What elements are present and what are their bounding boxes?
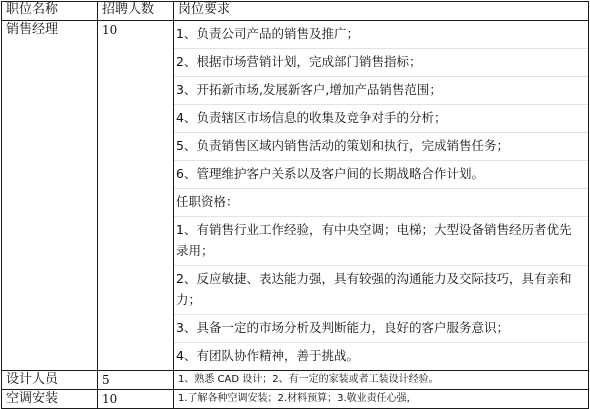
- header-row: [2, 2, 589, 21]
- requirement-item: 4、有团队协作精神，善于挑战。: [174, 342, 588, 370]
- requirement-text: 1、熟悉 CAD 设计；2、有一定的家装或者工装设计经验。: [174, 371, 589, 390]
- requirement-item: 3、具备一定的市场分析及判断能力，良好的客户服务意识；: [174, 314, 588, 342]
- table-row: [2, 21, 589, 371]
- hire-count: 5: [98, 371, 174, 390]
- requirement-item: 6、管理维护客户关系以及客户间的长期战略合作计划。: [174, 160, 588, 188]
- requirement-item: 3、开拓新市场,发展新客户,增加产品销售范围；: [174, 76, 588, 104]
- position-name: 销售经理: [2, 21, 98, 371]
- requirement-text: 1.了解各种空调安装；2.材料预算；3.敬业责任心强，: [174, 390, 589, 409]
- table-row: [2, 390, 589, 409]
- requirement-item: 1、有销售行业工作经验，有中央空调；电梯；大型设备销售经历者优先录用；: [174, 216, 588, 265]
- header-count: 招聘人数: [98, 2, 174, 21]
- requirements-cell: [174, 21, 589, 371]
- table-row: [2, 371, 589, 390]
- requirement-item: 4、负责辖区市场信息的收集及竞争对手的分析；: [174, 104, 588, 132]
- requirement-item: 2、根据市场营销计划，完成部门销售指标；: [174, 48, 588, 76]
- header-requirements: 岗位要求: [174, 2, 589, 21]
- requirement-item: 5、负责销售区域内销售活动的策划和执行，完成销售任务；: [174, 132, 588, 160]
- requirement-item: 1、负责公司产品的销售及推广；: [176, 26, 359, 41]
- requirement-item: 2、反应敏捷、表达能力强，具有较强的沟通能力及交际技巧，具有亲和力；: [174, 265, 588, 314]
- hire-count: 10: [98, 21, 174, 371]
- job-table: [1, 1, 589, 409]
- qualification-heading: 任职资格：: [174, 188, 588, 216]
- position-name: 设计人员: [2, 371, 98, 390]
- position-name: 空调安装: [2, 390, 98, 409]
- hire-count: 10: [98, 390, 174, 409]
- header-position: 职位名称: [2, 2, 98, 21]
